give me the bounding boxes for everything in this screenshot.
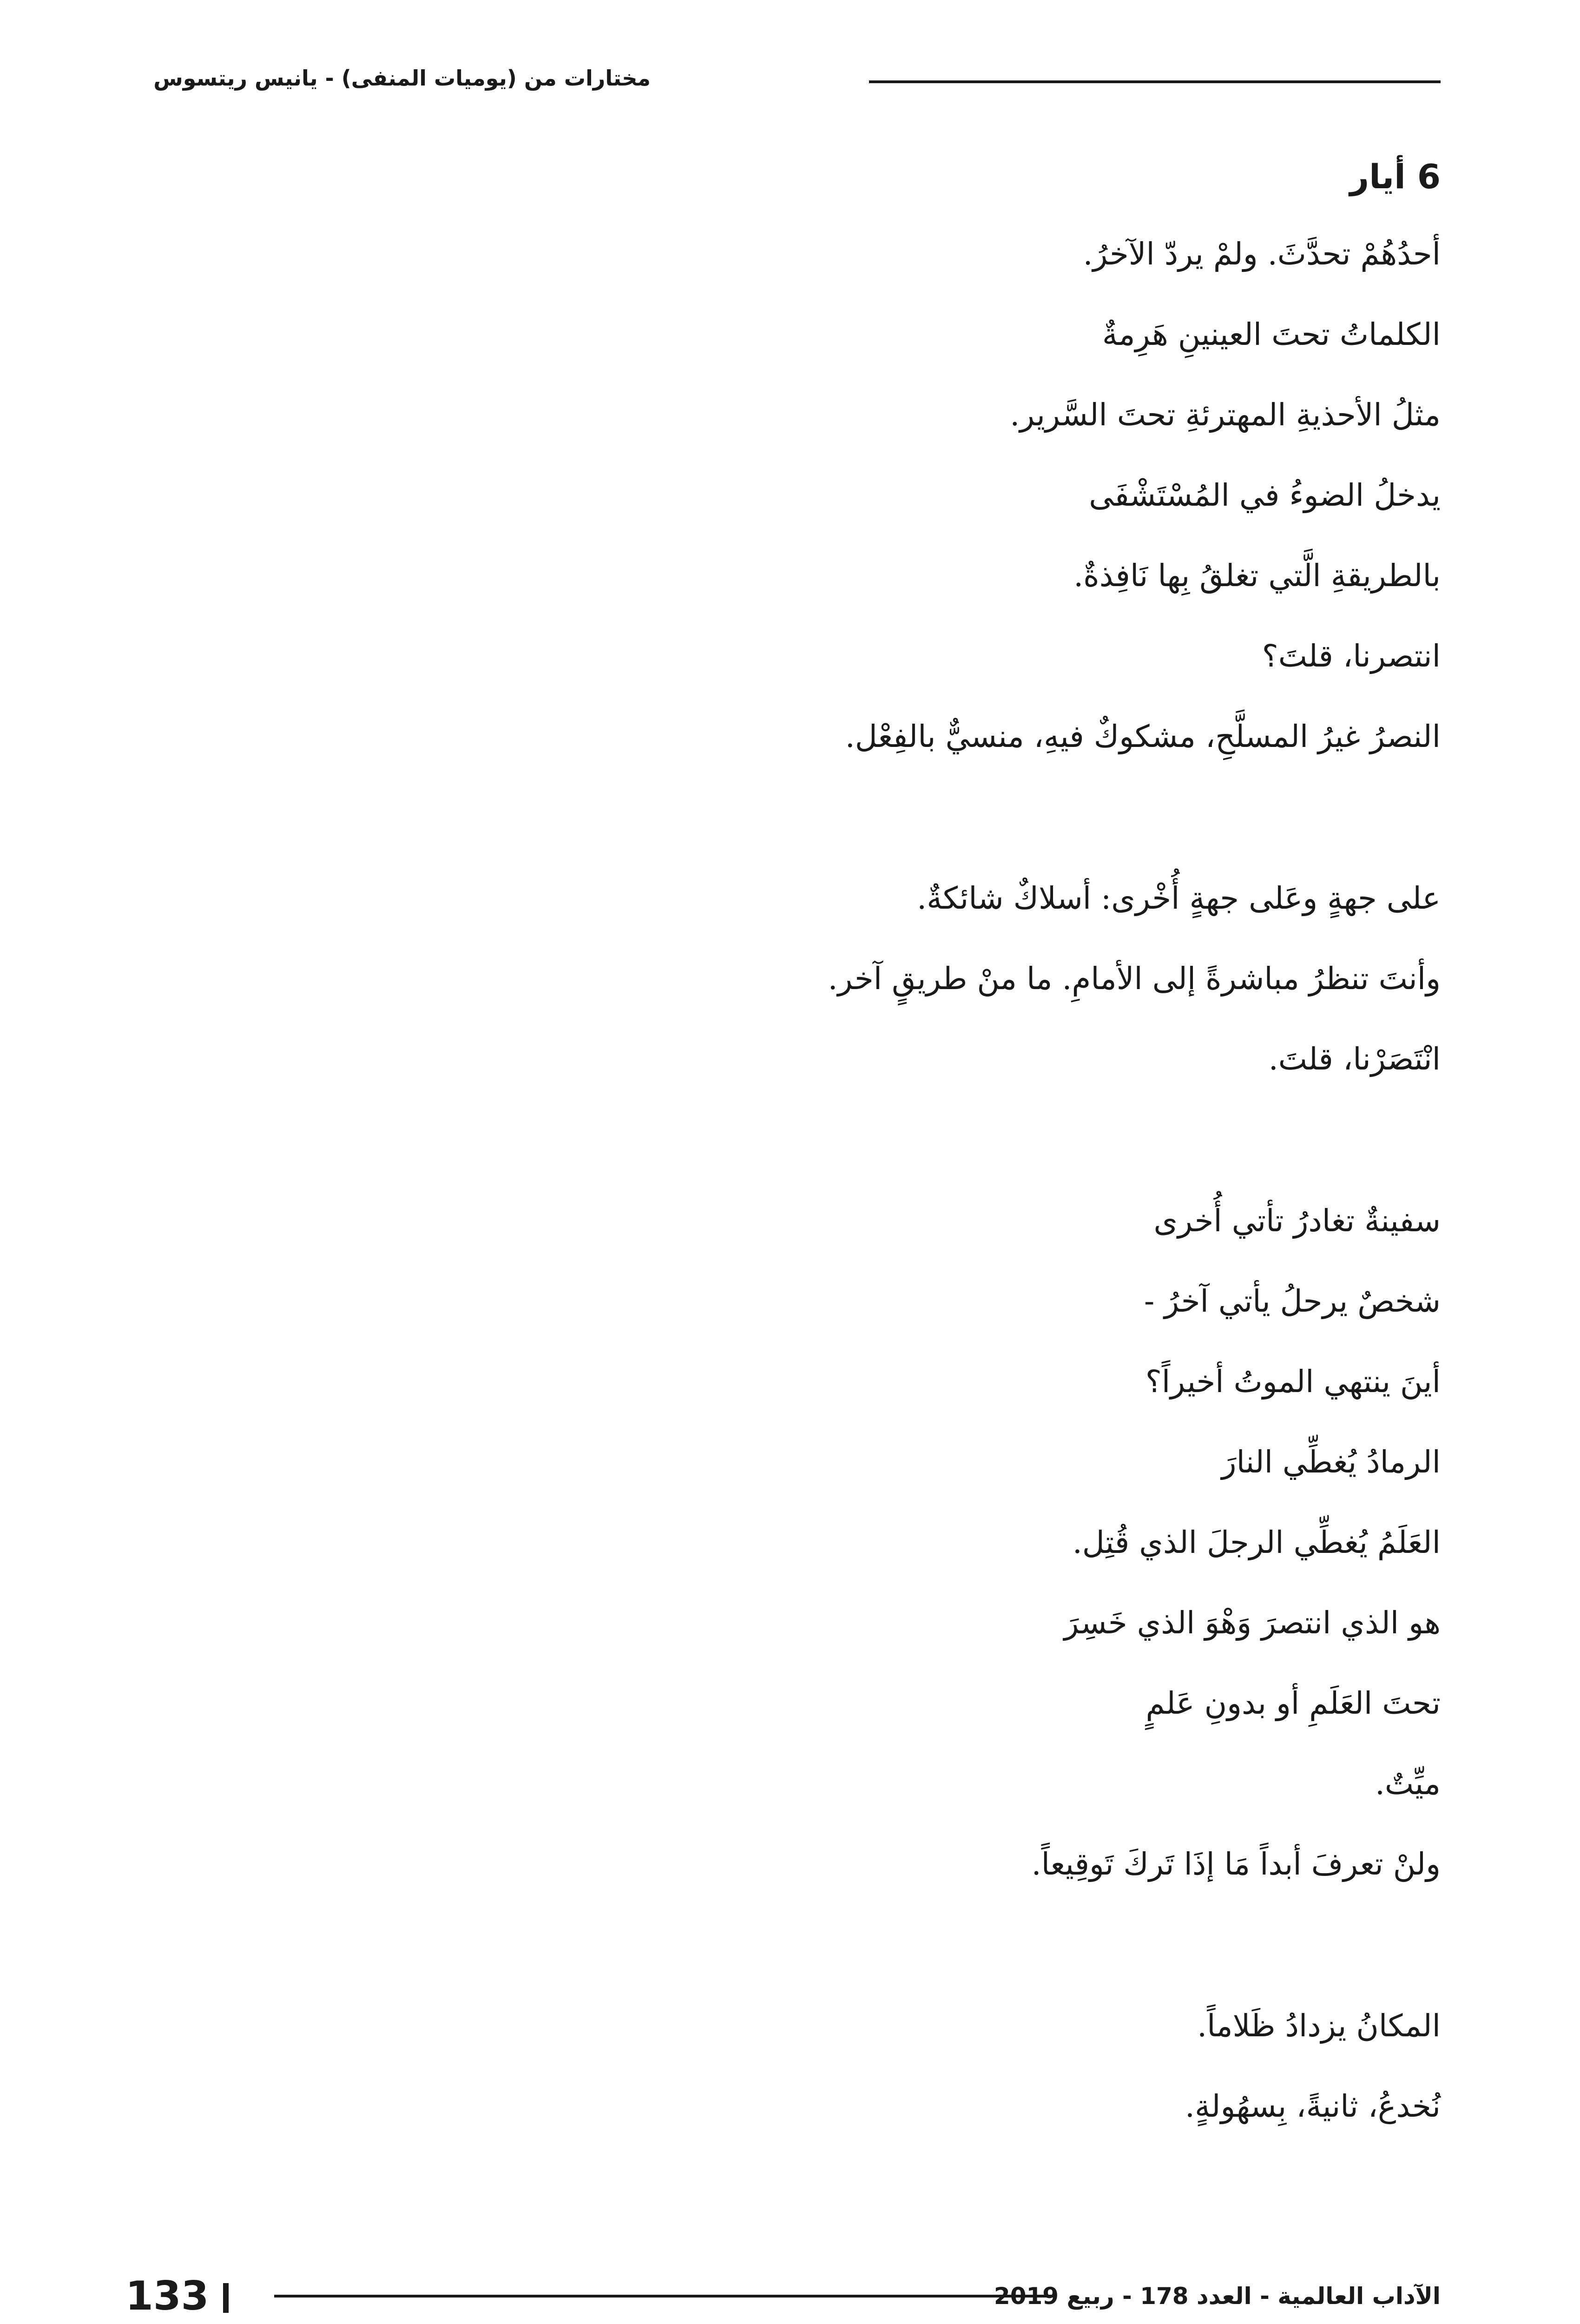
poem-line: على جهةٍ وعَلى جهةٍ أُخْرى: أسلاكٌ شائكةٌ. xyxy=(917,880,1441,916)
poem-line: نُخدعُ، ثانيةً، بِسهُولةٍ. xyxy=(1185,2088,1441,2124)
stanza xyxy=(186,214,1441,777)
page-footer xyxy=(125,2268,1441,2324)
poem-line: وأنتَ تنظرُ مباشرةً إلى الأمامِ. ما منْ طريقٍ آخر. xyxy=(828,961,1441,997)
running-header-title: مختارات من (يوميات المنفى) - يانيس ريتسوس xyxy=(153,66,651,91)
poem-line: انتصرنا، قلتَ؟ xyxy=(1262,638,1441,674)
poem-line: المكانُ يزدادُ ظَلاماً. xyxy=(1197,2008,1441,2044)
stanza xyxy=(186,858,1441,1099)
poem-body xyxy=(186,149,1441,2228)
footer-rule xyxy=(274,2295,1055,2298)
poem-line: انْتَصَرْنا، قلتَ. xyxy=(1268,1041,1441,1077)
journal-info: الآداب العالمية - العدد 178 - ربيع 2019 xyxy=(994,2283,1441,2310)
stanza-list xyxy=(186,214,1441,2146)
poem-line: بالطريقةِ الَّتي تغلقُ بِها نَافِذةٌ. xyxy=(1073,558,1441,594)
header-rule xyxy=(869,80,1441,83)
poem-line: هو الذي انتصرَ وَهْوَ الذي خَسِرَ xyxy=(1064,1605,1441,1641)
poem-line: سفينةٌ تغادرُ تأتي أُخرى xyxy=(1153,1203,1441,1239)
poem-line: أينَ ينتهي الموتُ أخيراً؟ xyxy=(1145,1364,1441,1400)
stanza xyxy=(186,1181,1441,1904)
poem-line: ميِّتٌ. xyxy=(1375,1766,1441,1802)
poem-line: أحدُهُمْ تحدَّثَ. ولمْ يردّ الآخرُ. xyxy=(1083,236,1441,272)
page-number: 133 xyxy=(125,2273,209,2319)
poem-line: يدخلُ الضوءُ في المُسْتَشْفَى xyxy=(1089,477,1441,513)
running-header xyxy=(139,59,1441,97)
poem-line: شخصٌ يرحلُ يأتي آخرُ - xyxy=(1144,1283,1441,1319)
poem-line: مثلُ الأحذيةِ المهترئةِ تحتَ السَّرير. xyxy=(1010,397,1441,433)
poem-line: العَلَمُ يُغطِّي الرجلَ الذي قُتِل. xyxy=(1072,1525,1441,1560)
page-number-separator xyxy=(223,2283,229,2313)
poem-line: تحتَ العَلَمِ أو بدونِ عَلمٍ xyxy=(1146,1685,1441,1721)
poem-line: النصرُ غيرُ المسلَّحِ، مشكوكٌ فيهِ، منسيٌّ بالفِعْل. xyxy=(845,719,1441,754)
entry-date-title: 6 أيار xyxy=(1350,157,1441,196)
stanza xyxy=(186,1986,1441,2146)
poem-line: ولنْ تعرفَ أبداً مَا إذَا تَركَ تَوقِيعاً. xyxy=(1031,1846,1441,1882)
poem-line: الكلماتُ تحتَ العينينِ هَرِمةٌ xyxy=(1102,317,1441,352)
poem-line: الرمادُ يُغطِّي النارَ xyxy=(1221,1444,1441,1480)
